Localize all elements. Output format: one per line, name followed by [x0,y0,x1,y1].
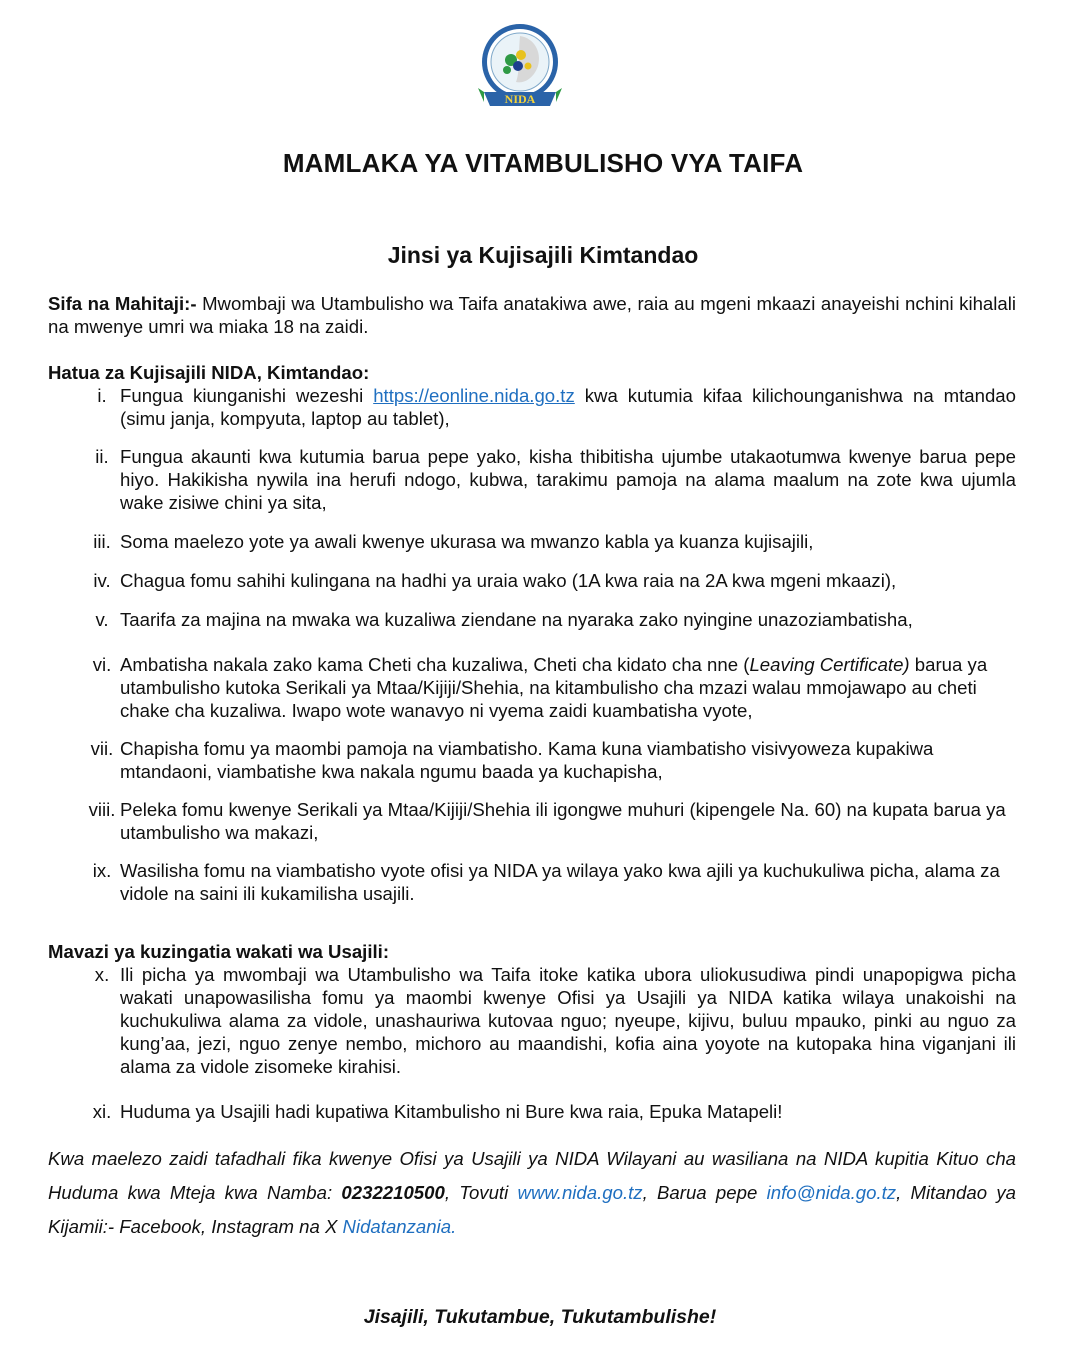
nida-logo [476,22,564,116]
email-link[interactable]: info@nida.go.tz [766,1182,897,1203]
attire-item [48,963,1016,1078]
step-text: Peleka fomu kwenye Serikali ya Mtaa/Kijiji/Shehia ili igongwe muhuri (kipengele Na. 60) na kupata barua ya utambulisho wa makazi, [120,799,1006,843]
eonline-link[interactable]: https://eonline.nida.go.tz [373,385,575,406]
attire-number: xi. [92,1101,112,1122]
requirements-paragraph [48,292,1016,338]
logo-label: NIDA [504,92,536,106]
step-item [48,445,1016,514]
step-text: Chapisha fomu ya maombi pamoja na viambatisho. Kama kuna viambatisho visivyoweza kupakiwa mtandaoni, viambatishe kwa nakala ngumu baada ya kuchapisha, [120,738,934,782]
slogan: Jisajili, Tukutambue, Tukutambulishe! [363,1306,717,1328]
step-text: Soma maelezo yote ya awali kwenye ukurasa wa mwanzo kabla ya kuanza kujisajili, [120,531,814,552]
step-item: vi. Ambatisha nakala zako kama Cheti cha kuzaliwa, Cheti cha kidato cha nne (Leaving Certificate) barua ya utambulisho kutoka Serikali ya Mtaa/Kijiji/Shehia, na kitambulisho cha mzazi walau mmojawapo au cheti chake cha kuzaliwa. Iwapo wote wanavyo ni vyema zaidi kuambatisha vyote, [48,653,1016,722]
step-item [48,859,1016,905]
step-item [48,798,1016,844]
step-text: Wasilisha fomu na viambatisho vyote ofisi ya NIDA ya wilaya yako kwa ajili ya kuchukuliwa picha, alama za vidole na saini ili kukamilisha usajili. [120,860,1000,904]
step-number: ii. [95,446,109,467]
step-item [48,608,1016,631]
attire-number: x. [94,964,110,985]
social-handle-link[interactable]: Nidatanzania. [342,1216,457,1237]
step-text: Taarifa za majina na mwaka wa kuzaliwa ziendane na nyaraka zako nyingine unazoziambatisha, [120,609,913,630]
step-text: Chagua fomu sahihi kulingana na hadhi ya uraia wako (1A kwa raia na 2A kwa mgeni mkaazi), [120,570,897,591]
attire-item [48,1100,1016,1123]
step-item: i. Fungua kiunganishi wezeshi https://eonline.nida.go.tz kwa kutumia kifaa kilichounganishwa na mtandao (simu janja, kompyuta, laptop au tablet), [48,384,1016,430]
page-subtitle: Jinsi ya Kujisajili Kimtandao [387,242,699,268]
step-number: vii. [90,738,114,759]
attire-text: Ili picha ya mwombaji wa Utambulisho wa Taifa itoke katika ubora uliokusudiwa pindi unapopigwa picha wakati unapowasilisha fomu ya maombi kwenye Ofisi ya Usajili ya NIDA katika wilaya unakoishi na kuchukuliwa alama za vidole, unashauriwa kutovaa nguo; nyeupe, kijivu, buluu mpauko, pinki au nguo za kung’aa, jezi, nguo zenye nembo, michoro au maandishi, kofia aina yoyote na kutopaka hina viganjani ili alama za vidole zisomeke kirahisi. [120,964,1016,1077]
step-item [48,530,1016,553]
contact-paragraph: Kwa maelezo zaidi tafadhali fika kwenye Ofisi ya Usajili ya NIDA Wilayani au wasiliana na NIDA kupitia Kituo cha Huduma kwa Mteja kwa Namba: 0232210500, Tovuti www.nida.go.tz, Barua pepe info@nida.go.tz, Mitandao ya Kijamii:- Facebook, Instagram na X Nidatanzania. [48,1148,1016,1237]
step-text: Fungua akaunti kwa kutumia barua pepe yako, kisha thibitisha ujumbe utakaotumwa kwenye barua pepe hiyo. Hakikisha nywila ina herufi ndogo, kubwa, tarakimu pamoja na alama maalum na zote kwa ujumla wake zisiwe chini ya sita, [120,446,1016,513]
step-number: iv. [93,570,111,591]
attire-text: Huduma ya Usajili hadi kupatiwa Kitambulisho ni Bure kwa raia, Epuka Matapeli! [120,1101,783,1122]
attire-list [48,963,1016,1123]
steps-heading: Hatua za Kujisajili NIDA, Kimtandao: [48,362,370,383]
step-number: v. [95,609,109,630]
step-number: i. [97,385,107,406]
nida-emblem-icon [476,22,564,116]
step-number: ix. [92,860,112,881]
phone-number: 0232210500 [341,1182,445,1203]
step-number: vi. [92,654,112,675]
page-title: MAMLAKA YA VITAMBULISHO VYA TAIFA [282,148,804,178]
requirements-label: Sifa na Mahitaji:- [48,293,197,314]
website-link[interactable]: www.nida.go.tz [517,1182,643,1203]
document-body [48,292,1016,1244]
steps-list [48,384,1016,905]
requirements-text: Mwombaji wa Utambulisho wa Taifa anatakiwa awe, raia au mgeni mkaazi anayeishi nchini kihalali na mwenye umri wa miaka 18 na zaidi. [48,293,1016,337]
step-item [48,737,1016,783]
attire-heading: Mavazi ya kuzingatia wakati wa Usajili: [48,941,390,962]
step-item [48,569,1016,592]
step-number: iii. [93,531,111,552]
step-number: viii. [88,799,116,820]
